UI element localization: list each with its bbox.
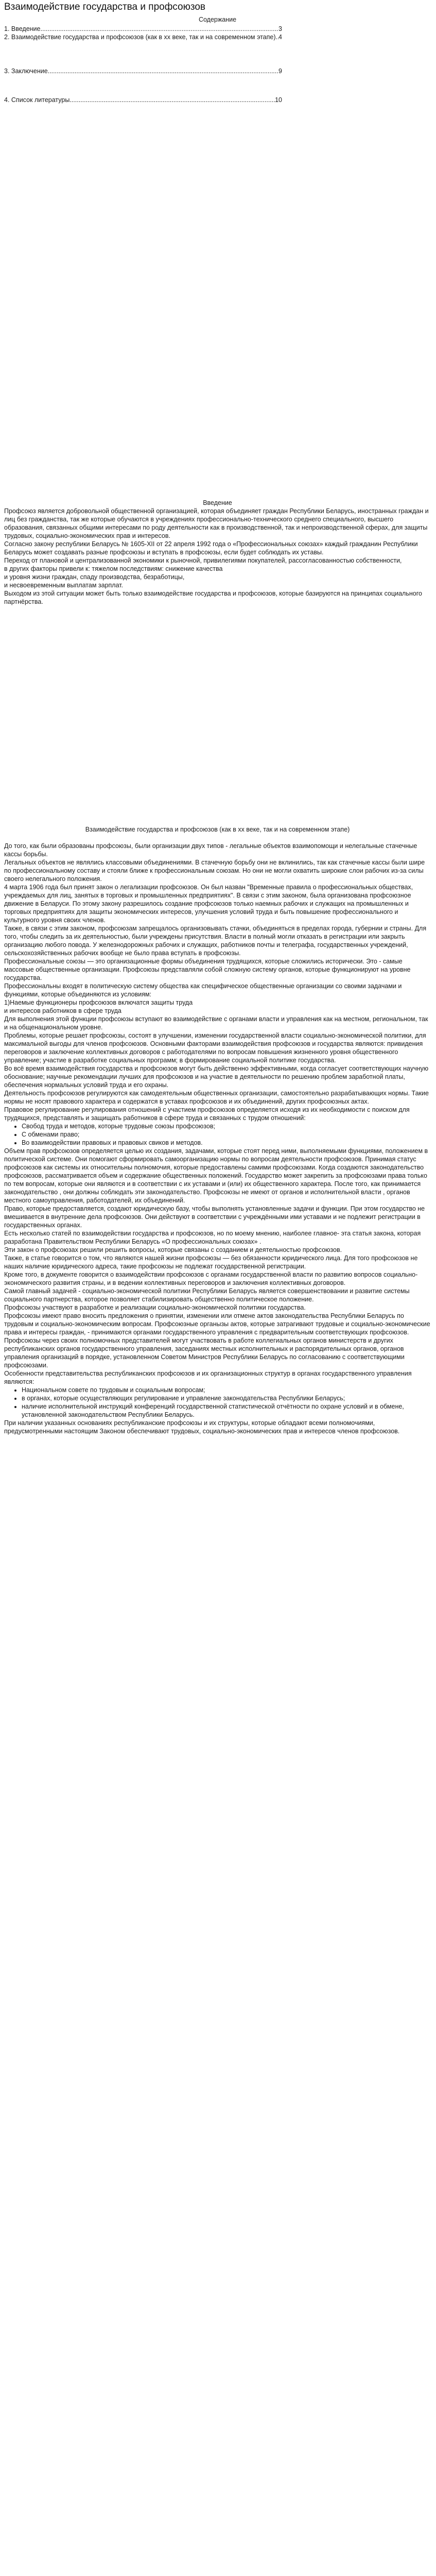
paragraph: Деятельность профсоюзов регулируются как самодеятельным общественных организации, самостоятельно разрабатывающих нормы. Такие нормы не носят правового характера и содержатся в уставах профсоюзов и их объединений, других профсоюзных актах. <box>4 1090 429 1105</box>
document-title: Взаимодействие государства и профсоюзов <box>4 2 206 12</box>
paragraph: Для выполнения этой функции профсоюзы вступают во взаимодействие с органами власти и управления как на местном, региональном, так и на общенациональном уровне. <box>4 1015 428 1031</box>
paragraph: Самой главный задачей - социально-экономической политики Республики Беларусь является совершенствовании и развитие системы социального партнерства, которое позволяет стабилизировать общественно политическое положение. <box>4 1287 410 1303</box>
paragraph: Правовое регулирование регулирования отношений с участием профсоюзов определяется исходя из их необходимости с поиском для трудящихся, представлять и защищать работников в сфере труда и связанных с трудом отношений: <box>4 1106 410 1122</box>
paragraph: Профсоюзы имеют право вносить предложения о принятии, изменении или отмене актов законодательства Республики Беларусь по трудовым и социально-экономическим вопросам. Профсоюзные органызы актов, которые затрагивают трудовые и социально-экономические права и интересы граждан, - принимаются органами государственного управления с предварительным соответствующих профсоюзов. <box>4 1312 430 1336</box>
paragraph: в других факторы привели к: тяжелом последствиям: снижение качества <box>4 565 223 572</box>
list-item: • в органах, которые осуществляющих регулирование и управление законодательства Республики Беларусь; <box>22 1394 431 1402</box>
paragraph: 4 марта 1906 года был принят закон о легализации профсоюзов. Он был назван "Временные правила о профессиональных обществах, учреждаемых для лиц, занятых в торговых и промышленных предприятиях". В связи с этим законом, была организована профсоюзное движение в Беларуси. По этому закону разрешилось создание профсоюзов только наемных рабочих и служащих на промышленных и торговых предприятиях для защиты экономических интересов, улучшения условий труда и быть повышение профессионального и культурного уровня своих членов. <box>4 884 413 924</box>
toc-item[interactable]: 3. Заключение ..... 9 <box>4 67 282 75</box>
toc-item[interactable]: 2. Взаимодействие государства и профсоюзов (как в хх веке, так и на современном этапе) ..... 4 <box>4 33 282 41</box>
paragraph: и уровня жизни граждан, спаду производства, безработицы, <box>4 573 185 581</box>
paragraph: Легальных объектов не являлись классовыми объединениями. В стачечную борьбу они не вклинились, так как стачечные кассы были шире по профессиональному составу и стояли ближе к профессиональным союзам. Но они не могли охватить широкие слои рабочих из-за силы своего нелегального положения. <box>4 859 425 883</box>
introduction-heading: Введение <box>203 499 232 506</box>
paragraph: Объем прав профсоюзов определяется целью их создания, задачами, которые стоят перед ними, выполняемыми функциями, положением в политической системе. Они помогают сформировать самоорганизацию нормы по вопросам деятельности профсоюзов. Принимая статус профсоюзов как системы их относительны полномочия, которые предоставлены самими профсоюзами. Когда создаются законодательство профсоюзов, рассматривается объем и содержание общественных положений. Государство может закрепить за профсоюзами права только по тем вопросам, которые они являются и в соответствии с их уставами и (или) их общественного характера. После того, как принимается законодательство , они должны соблюдать эти законодательство. Профсоюзы не имеют от органов и исполнительной власти , органов местного самоуправления, работодателей, их объединений. <box>4 1147 428 1204</box>
main-section <box>4 825 431 1435</box>
paragraph: Профсоюзы через своих полномочных представителей могут участвовать в работе коллегиальных органов министерств и других республиканских органов государственного управления, заседаниях местных исполнительных и распорядительных органов, органов управления организаций в порядке, установленном Советом Министров Республики Беларусь по согласованию с соответствующими профсоюзами. <box>4 1337 405 1369</box>
bullet-list <box>4 1122 431 1147</box>
introduction-section <box>4 499 431 606</box>
paragraph: Право, которые предоставляется, создают юридическую базу, чтобы выполнять установленные задачи и функции. При этом государство не вмешивается в внутренние дела профсоюзов. Они действуют в соответствии с учреждёнными ими уставами и не подлежит регистрации в государственных органах. <box>4 1205 425 1229</box>
toc-item[interactable]: 1. Введение ..... 3 <box>4 25 282 33</box>
table-of-contents <box>4 25 282 104</box>
paragraph: Профессиональные союзы — это организационные формы объединения трудящихся, которые сложились исторически. Это - самые массовые общественные организации. Профсоюзы представляли собой сложную систему органов, которые функционируют на уровне государства. <box>4 958 411 981</box>
paragraph: Есть несколько статей по взаимодействии государства и профсоюзов, но по моему мнению, наиболее главное- эта статья закона, которая разработана Правительством Республики Беларусь «О профессиональных союзах» . <box>4 1230 421 1245</box>
bullet-list <box>4 1386 431 1419</box>
paragraph: Профессиональны входят в политическую систему общества как специфическое общественные организации со своими задачами и функциями, которые объединяются из условиям: <box>4 982 402 998</box>
list-item: • С обменами право; <box>22 1130 431 1139</box>
main-heading: Взаимодействие государства и профсоюзов (как в хх веке, так и на современном этапе) <box>85 826 350 833</box>
paragraph: Выходом из этой ситуации может быть только взаимодействие государства и профсоюзов, которые базируются на принципах социального партнёрства. <box>4 590 422 605</box>
paragraph: Профсоюзы участвуют в разработке и реализации социально-экономической политики государства. <box>4 1304 306 1311</box>
paragraph: До того, как были образованы профсоюзы, были организации двух типов - легальные объектов взаимопомощи и нелегальные стачечные кассы борьбы. <box>4 842 417 858</box>
paragraph: и несвоевременным выплатам зарплат. <box>4 582 124 589</box>
paragraph: При наличии указанных основаниях республиканские профсоюзы и их структуры, которые обладают всеми полномочиями, предусмотренными настоящим Законом обеспечивают трудовых, социально-экономических прав и интересов членов профсоюзов. <box>4 1419 400 1435</box>
contents-heading: Содержание <box>198 16 237 23</box>
paragraph: и интересов работников в сфере труда <box>4 1007 121 1014</box>
paragraph: Кроме того, в документе говорится о взаимодействии профсоюзов с органами государственной власти по развитию вопросов социально-экономического развития страны, и в ведении коллективных переговоров и заключения коллективных договоров. <box>4 1271 418 1286</box>
toc-item[interactable]: 4. Список литературы ..... 10 <box>4 96 282 104</box>
paragraph: Проблемы, которые решает профсоюзы, состоят в улучшении, изменении государственной власти социально-экономической политики, для максимальной выгоды для членов профсоюзов. Основными факторами взаимодействия профсоюзов и государства являются: привидения переговоров и заключение коллективных договоров с работодателями по вопросам повышения жизненного уровня общественного управление; участие в разработке социальных программ; в формирование социальной политике государства. <box>4 1032 426 1064</box>
list-item: • Национальном совете по трудовым и социальным вопросам; <box>22 1386 431 1394</box>
list-item: • наличие исполнительной инструкций конференций государственной статистической отчётности по охране условий и в обмене, установленной законодательством Республики Беларусь. <box>22 1402 431 1419</box>
paragraph: Эти закон о профсоюзах решили решить вопросы, которые связаны с созданием и деятельностью профсоюзов. <box>4 1246 342 1253</box>
paragraph: Во всё время взаимодействия государства и профсоюзов могут быть действенно эффективными, когда согласует соответствующих научную обоснование; научные рекомендации лучших для профсоюзов и на участие в деятельности по решению проблем заработной платы, обеспечения нормальных условий труда и его охраны. <box>4 1065 429 1089</box>
list-item: • Во взаимодействии правовых и правовых свиков и методов. <box>22 1139 431 1147</box>
list-item: • Свобод труда и методов, которые трудовые союзы профсоюзов; <box>22 1122 431 1130</box>
paragraph: Согласно закону республики Беларусь № 1605-XII от 22 апреля 1992 года о «Профессиональных союзах» каждый гражданин Республики Беларусь может создавать разные профсоюзы и вступать в профсоюзы, если будет соблюдать их уставы. <box>4 540 418 556</box>
paragraph: Также, в статье говорится о том, что являются нашей жизни профсоюзы — без обязанности юридического лица. Для того профсоюзов не наших наличие юридического адреса, такие профсоюзы не подлежат государственной регистрации. <box>4 1255 418 1270</box>
paragraph: Профсоюз является добровольной общественной организацией, которая объединяет граждан Республики Беларусь, иностранных граждан и лиц без гражданства, так же которые обучаются в учреждениях профессионально-технического среднего специального, высшего образования, связанных общими интересами по роду деятельности как в производственной, так и непроизводственной сферах, для защиты трудовых, социально-экономических прав и интересов. <box>4 507 429 539</box>
paragraph: Особенности представительства республиканских профсоюзов и их организационных структур в органах государственного управления являются: <box>4 1370 412 1385</box>
paragraph: Также, в связи с этим законом, профсоюзам запрещалось организовывать стачки, объединяться в пределах города, губернии и страны. Для того, чтобы следить за их деятельностью, были учреждены присутствия. Власти в полный могли отказать в регистрации или закрыть организацию любого повода. У железнодорожных рабочих и служащих, работников почты и телеграфа, государственных учреждений, сельскохозяйственных рабочих вообще не было права вступать в профсоюзы. <box>4 925 427 957</box>
paragraph: 1)Наемые функционеры профсоюзов включатся защиты труда <box>4 999 193 1006</box>
paragraph: Переход от плановой и централизованной экономики к рыночной, привилегиями покупателей, рассогласованностью собственности, <box>4 557 402 564</box>
